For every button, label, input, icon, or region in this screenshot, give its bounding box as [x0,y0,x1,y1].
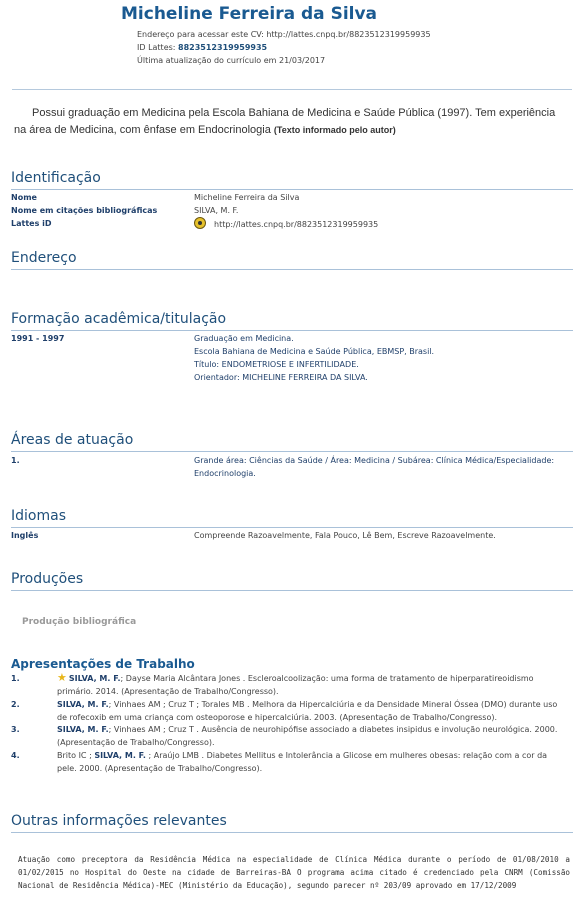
id-label-lattes [11,219,52,228]
entry-author: SILVA, M. F. [57,700,109,709]
formacao-line: Graduação em Medicina. [194,334,294,343]
section-outras-title: Outras informações relevantes [11,813,227,829]
section-divider [11,269,573,270]
cv-address[interactable]: Endereço para acessar este CV: http://lattes.cnpq.br/8823512319959935 [137,30,431,39]
entry-author: SILVA, M. F. [68,674,121,683]
section-formacao-title: Formação acadêmica/titulação [11,311,227,327]
entry-number: 1. [11,674,20,683]
area-number: 1. [11,456,20,465]
language-label: Inglês [11,531,39,540]
formacao-line: Escola Bahiana de Medicina e Saúde Pública, EBMSP, Brasil. [194,347,435,356]
header-divider [12,89,572,90]
id-label-citation [11,206,157,215]
field-value: Micheline Ferreira da Silva [194,193,300,202]
field-label: Nome [11,193,37,202]
section-divider [11,527,573,528]
section-divider [11,451,573,452]
formacao-line: Título: ENDOMETRIOSE E INFERTILIDADE. [194,360,359,369]
section-divider [11,590,573,591]
producao-bibliografica-heading: Produção bibliográfica [22,617,137,627]
area-line: Endocrinologia. [194,469,256,478]
list-item [57,698,567,724]
idioma-label [11,531,38,540]
entry-number: 2. [11,700,20,709]
area-line: Grande área: Ciências da Saúde / Área: Medicina / Subárea: Clínica Médica/Especialidade: [194,456,555,465]
outras-text: Atuação como preceptora da Residência Médica na especialidade de Clínica Médica durante o período de 01/08/2010 a 01/02/2015 no Hospital do Oeste na cidade de Barreiras-BA O programa acima citado é credenciado pela CNRM (Comissão Nacional de Residência Médica)-MEC (Ministério da Educação), segundo parecer nº 203/09 aprovado em 17/12/2009 [18,855,570,890]
id-value-citation [194,206,238,215]
summary [14,105,569,139]
entry-text: ; Dayse Maria Alcântara Jones . Escleroalcoolização: uma forma de tratamento de hiperparatireoidismo primário. 2014. (Apresentação de Trabalho/Congresso). [57,674,534,696]
list-item [57,723,567,749]
last-update: Última atualização do currículo em 21/03/2017 [137,56,326,65]
list-item [57,749,567,775]
section-divider [11,832,573,833]
entry-number: 3. [11,725,20,734]
formacao-period [11,334,64,343]
section-idiomas-title: Idiomas [11,508,66,524]
field-label: Nome em citações bibliográficas [11,206,158,215]
section-producoes-title: Produções [11,571,84,587]
entry-text: ; Araújo LMB . Diabetes Mellitus e Intolerância a Glicose em mulheres obesas: relação com a cor da pele. 2000. (Apresentação de Trabalho/Congresso). [57,751,548,773]
section-identificacao-title: Identificação [11,170,101,186]
section-divider [11,330,573,331]
area-num [11,456,20,465]
summary-note: (Texto informado pelo autor) [273,125,396,135]
entry-author: SILVA, M. F. [94,751,146,760]
formacao-line: Orientador: MICHELINE FERREIRA DA SILVA. [194,373,368,382]
summary-text: Possui graduação em Medicina pela Escola Bahiana de Medicina e Saúde Pública (1997). Tem experiência na área de Medicina, com ênfase em Endocrinologia [14,107,556,136]
lattes-id-line [137,43,267,52]
id-value-lattes [214,220,378,229]
lattes-id-label: ID Lattes: [137,43,176,52]
field-value: SILVA, M. F. [194,206,239,215]
entry-number: 4. [11,751,20,760]
section-areas-title: Áreas de atuação [11,432,134,448]
entry-text: ; Vinhaes AM ; Cruz T . Ausência de neurohipófise associado a diabetes insipidus e involução neurológica. 2000. (Apresentação de Trabalho/Congresso). [57,725,558,747]
lattes-id-icon [194,217,206,229]
lattes-link[interactable]: http://lattes.cnpq.br/8823512319959935 [214,220,379,229]
period-label: 1991 - 1997 [11,334,65,343]
section-divider [11,189,573,190]
star-icon: ★ [57,671,67,684]
idioma-value [194,531,496,540]
apresentacoes-heading: Apresentações de Trabalho [11,657,195,671]
lattes-id-value: 8823512319959935 [178,43,268,52]
section-endereco-title: Endereço [11,250,77,266]
field-label: Lattes iD [11,219,52,228]
language-value: Compreende Razoavelmente, Fala Pouco, Lê Bem, Escreve Razoavelmente. [194,531,496,540]
entry-author: SILVA, M. F. [57,725,109,734]
cv-owner-name: Micheline Ferreira da Silva [121,4,378,24]
id-label-name [11,193,37,202]
list-item [57,672,567,698]
entry-before: Brito IC ; [57,751,95,760]
id-value-name [194,193,299,202]
entry-text: ; Vinhaes AM ; Cruz T ; Torales MB . Melhora da Hipercalciúria e da Densidade Mineral Óssea (DMO) durante uso de rofecoxib em uma criança com osteoporose e hipercalciúria. 2003. (Apresentação de Trabalho/Congresso). [57,700,558,722]
